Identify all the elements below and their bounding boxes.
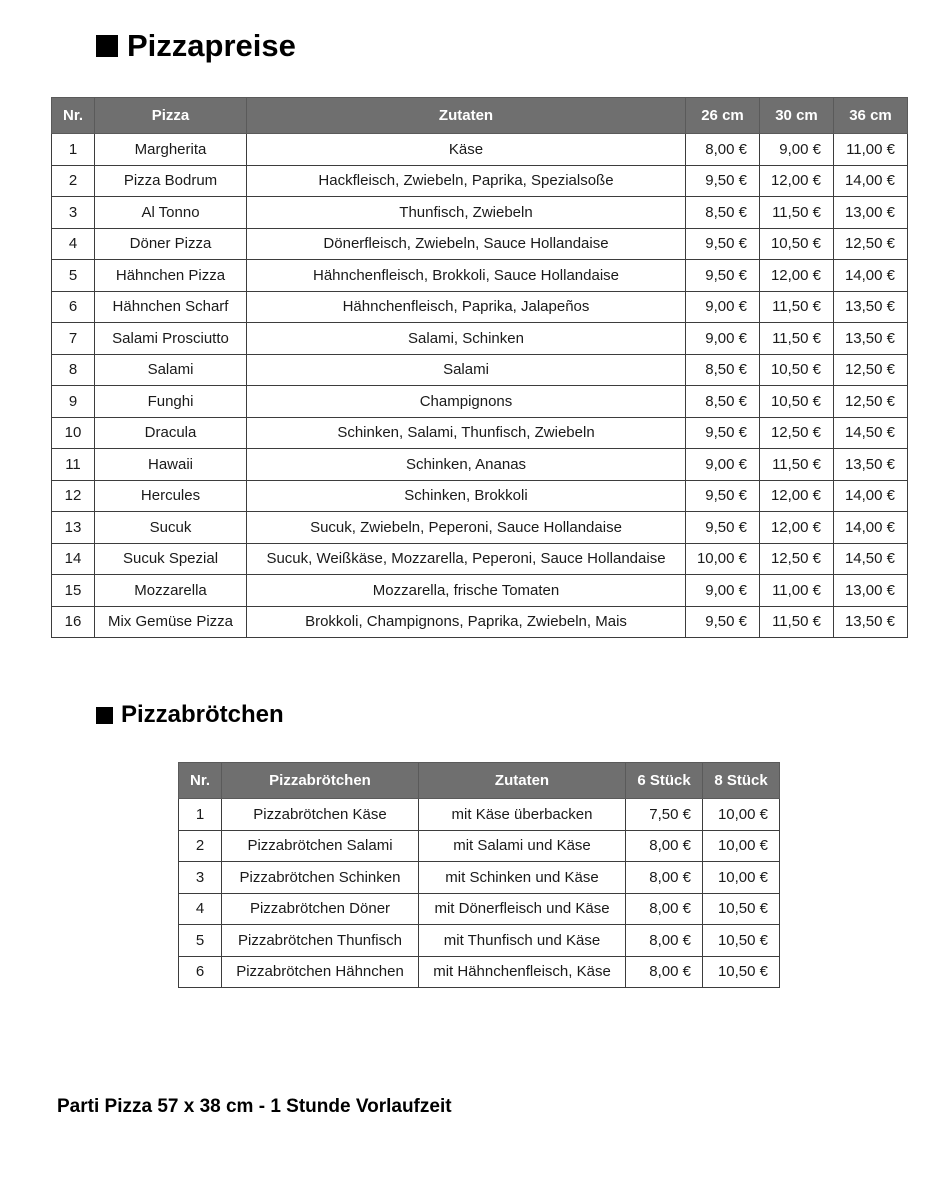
cell-ingredients: Käse (247, 134, 686, 166)
table-row (52, 165, 908, 197)
cell-ingredients: Schinken, Brokkoli (247, 480, 686, 512)
pizza-section-title (96, 28, 296, 64)
table-row (52, 480, 908, 512)
cell-nr: 16 (52, 606, 95, 638)
cell-price-30cm: 11,50 € (760, 197, 834, 229)
square-bullet-icon (96, 35, 118, 57)
cell-price-36cm: 13,00 € (834, 197, 908, 229)
party-pizza-note: Parti Pizza 57 x 38 cm - 1 Stunde Vorlaufzeit (57, 1096, 452, 1117)
pizza-section-title-text: Pizzapreise (127, 28, 296, 63)
cell-price-8-stueck: 10,00 € (703, 799, 780, 831)
table-row (52, 134, 908, 166)
cell-price-26cm: 9,50 € (686, 480, 760, 512)
column-header-30cm: 30 cm (760, 98, 834, 134)
square-bullet-icon (96, 707, 113, 724)
cell-price-36cm: 13,50 € (834, 323, 908, 355)
cell-pizza-name: Funghi (95, 386, 247, 418)
table-row (52, 606, 908, 638)
cell-nr: 6 (52, 291, 95, 323)
table-row (52, 291, 908, 323)
cell-price-36cm: 13,50 € (834, 606, 908, 638)
cell-price-30cm: 12,00 € (760, 165, 834, 197)
cell-price-36cm: 14,50 € (834, 543, 908, 575)
pizza-price-table (51, 97, 908, 638)
cell-price-30cm: 12,00 € (760, 260, 834, 292)
cell-ingredients: mit Hähnchenfleisch, Käse (419, 956, 626, 988)
cell-ingredients: mit Schinken und Käse (419, 862, 626, 894)
table-row (52, 449, 908, 481)
column-header-nr: Nr. (179, 763, 222, 799)
cell-ingredients: Salami, Schinken (247, 323, 686, 355)
cell-price-26cm: 9,00 € (686, 291, 760, 323)
cell-ingredients: Brokkoli, Champignons, Paprika, Zwiebeln, Mais (247, 606, 686, 638)
cell-ingredients: mit Käse überbacken (419, 799, 626, 831)
cell-price-30cm: 11,50 € (760, 323, 834, 355)
cell-ingredients: mit Salami und Käse (419, 830, 626, 862)
cell-price-26cm: 8,00 € (686, 134, 760, 166)
cell-price-36cm: 13,00 € (834, 575, 908, 607)
broetchen-section-title-text: Pizzabrötchen (121, 701, 284, 728)
table-row (179, 956, 780, 988)
table-row (52, 323, 908, 355)
cell-price-26cm: 10,00 € (686, 543, 760, 575)
cell-nr: 4 (179, 893, 222, 925)
broetchen-section-title (96, 701, 284, 729)
table-row (52, 260, 908, 292)
column-header-36cm: 36 cm (834, 98, 908, 134)
cell-price-36cm: 14,50 € (834, 417, 908, 449)
table-header-row (179, 763, 780, 799)
column-header-8-stueck: 8 Stück (703, 763, 780, 799)
cell-nr: 6 (179, 956, 222, 988)
cell-pizza-name: Dracula (95, 417, 247, 449)
cell-price-30cm: 12,00 € (760, 480, 834, 512)
cell-nr: 7 (52, 323, 95, 355)
cell-nr: 14 (52, 543, 95, 575)
cell-pizza-name: Al Tonno (95, 197, 247, 229)
cell-nr: 15 (52, 575, 95, 607)
cell-price-26cm: 9,50 € (686, 260, 760, 292)
table-row (52, 354, 908, 386)
table-row (52, 543, 908, 575)
table-row (179, 799, 780, 831)
cell-price-36cm: 14,00 € (834, 480, 908, 512)
cell-pizza-name: Hähnchen Scharf (95, 291, 247, 323)
cell-price-30cm: 9,00 € (760, 134, 834, 166)
cell-pizza-name: Mix Gemüse Pizza (95, 606, 247, 638)
table-row (179, 830, 780, 862)
cell-ingredients: mit Dönerfleisch und Käse (419, 893, 626, 925)
cell-price-26cm: 9,50 € (686, 165, 760, 197)
cell-price-30cm: 12,50 € (760, 417, 834, 449)
cell-price-8-stueck: 10,50 € (703, 956, 780, 988)
cell-price-30cm: 11,00 € (760, 575, 834, 607)
cell-price-36cm: 14,00 € (834, 512, 908, 544)
cell-price-30cm: 10,50 € (760, 386, 834, 418)
cell-nr: 9 (52, 386, 95, 418)
column-header-26cm: 26 cm (686, 98, 760, 134)
cell-pizza-name: Pizza Bodrum (95, 165, 247, 197)
cell-price-8-stueck: 10,00 € (703, 862, 780, 894)
cell-price-6-stueck: 8,00 € (626, 862, 703, 894)
cell-broetchen-name: Pizzabrötchen Thunfisch (222, 925, 419, 957)
cell-ingredients: Dönerfleisch, Zwiebeln, Sauce Hollandaise (247, 228, 686, 260)
cell-ingredients: Schinken, Salami, Thunfisch, Zwiebeln (247, 417, 686, 449)
cell-price-36cm: 12,50 € (834, 228, 908, 260)
table-row (52, 386, 908, 418)
cell-ingredients: Hackfleisch, Zwiebeln, Paprika, Spezialsoße (247, 165, 686, 197)
cell-broetchen-name: Pizzabrötchen Käse (222, 799, 419, 831)
cell-pizza-name: Mozzarella (95, 575, 247, 607)
cell-ingredients: Sucuk, Weißkäse, Mozzarella, Peperoni, Sauce Hollandaise (247, 543, 686, 575)
cell-broetchen-name: Pizzabrötchen Salami (222, 830, 419, 862)
cell-broetchen-name: Pizzabrötchen Schinken (222, 862, 419, 894)
cell-price-30cm: 10,50 € (760, 228, 834, 260)
cell-pizza-name: Sucuk Spezial (95, 543, 247, 575)
cell-price-26cm: 9,50 € (686, 606, 760, 638)
table-row (179, 893, 780, 925)
cell-price-36cm: 11,00 € (834, 134, 908, 166)
column-header-pizzabroetchen: Pizzabrötchen (222, 763, 419, 799)
cell-nr: 5 (52, 260, 95, 292)
table-row (52, 228, 908, 260)
cell-pizza-name: Hawaii (95, 449, 247, 481)
cell-nr: 10 (52, 417, 95, 449)
cell-nr: 8 (52, 354, 95, 386)
cell-nr: 2 (179, 830, 222, 862)
cell-price-6-stueck: 7,50 € (626, 799, 703, 831)
cell-price-26cm: 8,50 € (686, 354, 760, 386)
table-row (179, 925, 780, 957)
table-row (52, 197, 908, 229)
cell-price-36cm: 14,00 € (834, 260, 908, 292)
cell-nr: 3 (179, 862, 222, 894)
table-row (52, 575, 908, 607)
column-header-6-stueck: 6 Stück (626, 763, 703, 799)
cell-price-8-stueck: 10,50 € (703, 893, 780, 925)
cell-broetchen-name: Pizzabrötchen Hähnchen (222, 956, 419, 988)
cell-nr: 13 (52, 512, 95, 544)
cell-price-36cm: 12,50 € (834, 386, 908, 418)
cell-price-26cm: 9,50 € (686, 417, 760, 449)
cell-pizza-name: Sucuk (95, 512, 247, 544)
cell-nr: 12 (52, 480, 95, 512)
cell-price-36cm: 14,00 € (834, 165, 908, 197)
cell-pizza-name: Margherita (95, 134, 247, 166)
cell-price-26cm: 9,50 € (686, 228, 760, 260)
table-header-row (52, 98, 908, 134)
cell-price-30cm: 12,50 € (760, 543, 834, 575)
cell-price-8-stueck: 10,00 € (703, 830, 780, 862)
cell-ingredients: Salami (247, 354, 686, 386)
cell-price-26cm: 8,50 € (686, 197, 760, 229)
cell-nr: 5 (179, 925, 222, 957)
table-row (52, 512, 908, 544)
cell-pizza-name: Salami (95, 354, 247, 386)
cell-price-36cm: 13,50 € (834, 291, 908, 323)
cell-nr: 4 (52, 228, 95, 260)
column-header-ingredients: Zutaten (419, 763, 626, 799)
cell-pizza-name: Döner Pizza (95, 228, 247, 260)
cell-price-26cm: 8,50 € (686, 386, 760, 418)
cell-pizza-name: Hercules (95, 480, 247, 512)
cell-ingredients: Schinken, Ananas (247, 449, 686, 481)
cell-nr: 11 (52, 449, 95, 481)
pizzabroetchen-price-table (178, 762, 780, 988)
cell-price-30cm: 10,50 € (760, 354, 834, 386)
cell-ingredients: Hähnchenfleisch, Paprika, Jalapeños (247, 291, 686, 323)
cell-ingredients: Champignons (247, 386, 686, 418)
cell-price-30cm: 11,50 € (760, 449, 834, 481)
cell-pizza-name: Hähnchen Pizza (95, 260, 247, 292)
cell-pizza-name: Salami Prosciutto (95, 323, 247, 355)
cell-price-6-stueck: 8,00 € (626, 830, 703, 862)
cell-ingredients: Mozzarella, frische Tomaten (247, 575, 686, 607)
cell-price-30cm: 12,00 € (760, 512, 834, 544)
cell-ingredients: Hähnchenfleisch, Brokkoli, Sauce Hollandaise (247, 260, 686, 292)
cell-broetchen-name: Pizzabrötchen Döner (222, 893, 419, 925)
cell-nr: 1 (179, 799, 222, 831)
cell-price-26cm: 9,00 € (686, 575, 760, 607)
cell-price-26cm: 9,50 € (686, 512, 760, 544)
cell-price-30cm: 11,50 € (760, 606, 834, 638)
column-header-nr: Nr. (52, 98, 95, 134)
cell-price-30cm: 11,50 € (760, 291, 834, 323)
cell-price-6-stueck: 8,00 € (626, 925, 703, 957)
column-header-pizza: Pizza (95, 98, 247, 134)
cell-ingredients: Thunfisch, Zwiebeln (247, 197, 686, 229)
cell-price-26cm: 9,00 € (686, 323, 760, 355)
table-row (179, 862, 780, 894)
cell-nr: 2 (52, 165, 95, 197)
cell-price-26cm: 9,00 € (686, 449, 760, 481)
cell-price-36cm: 13,50 € (834, 449, 908, 481)
cell-ingredients: mit Thunfisch und Käse (419, 925, 626, 957)
column-header-ingredients: Zutaten (247, 98, 686, 134)
cell-price-36cm: 12,50 € (834, 354, 908, 386)
table-row (52, 417, 908, 449)
cell-price-6-stueck: 8,00 € (626, 893, 703, 925)
cell-ingredients: Sucuk, Zwiebeln, Peperoni, Sauce Hollandaise (247, 512, 686, 544)
cell-price-8-stueck: 10,50 € (703, 925, 780, 957)
cell-nr: 1 (52, 134, 95, 166)
cell-nr: 3 (52, 197, 95, 229)
cell-price-6-stueck: 8,00 € (626, 956, 703, 988)
